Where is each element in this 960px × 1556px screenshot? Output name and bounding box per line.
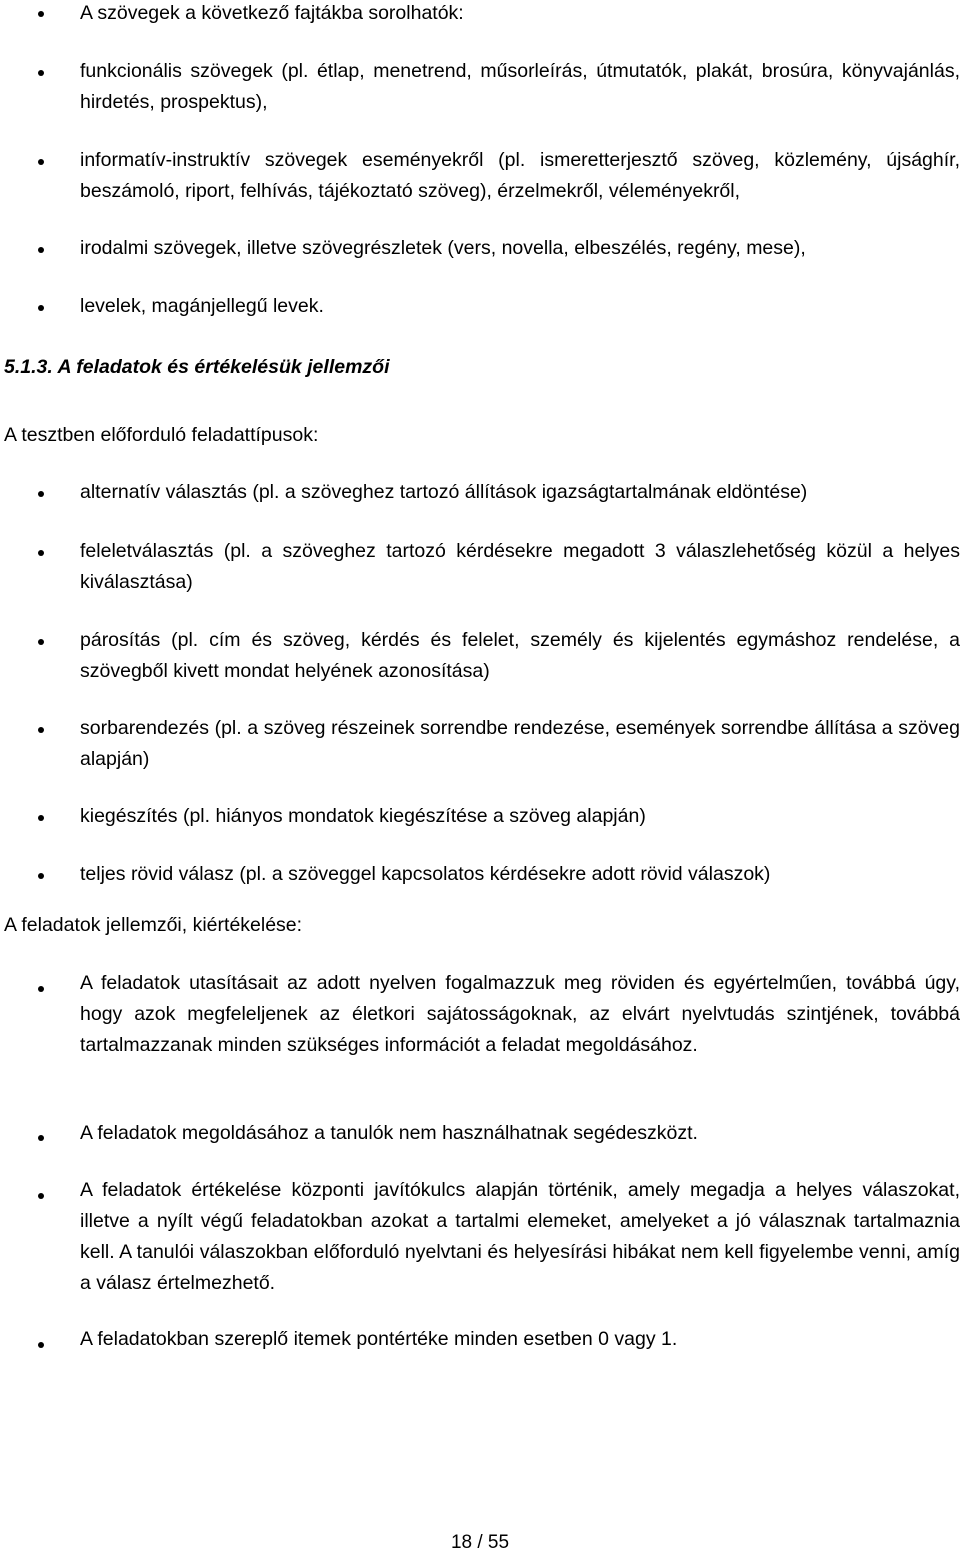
- list-item: kiegészítés (pl. hiányos mondatok kiegészítése a szöveg alapján): [80, 805, 646, 827]
- bullet-icon: [38, 11, 44, 17]
- section-heading: 5.1.3. A feladatok és értékelésük jellemzői: [4, 356, 390, 378]
- list-item: A feladatok utasításait az adott nyelven fogalmazzuk meg röviden és egyértelműen, továbbá úgy, hogy azok megfeleljenek az életkori sajátosságoknak, az elvárt nyelvtudás szintjének, továbbá tartalmazzanak minden szükséges információt a feladat megoldásához.: [80, 972, 960, 1056]
- bullet-icon: [38, 1342, 44, 1348]
- list-item: A feladatok értékelése központi javítókulcs alapján történik, amely megadja a helyes válaszokat, illetve a nyílt végű feladatokban azokat a tartalmi elemeket, amelyeket a jó válasznak tartalmaznia kell. A tanulói válaszokban előforduló nyelvtani és helyesírási hibákat nem kell figyelembe venni, amíg a válasz értelmezhető.: [80, 1179, 960, 1294]
- bullet-icon: [38, 639, 44, 645]
- bullet-icon: [38, 70, 44, 76]
- text-types-intro: A szövegek a következő fajtákba sorolhatók:: [80, 2, 464, 24]
- list-item: A feladatok megoldásához a tanulók nem használhatnak segédeszközt.: [80, 1122, 698, 1144]
- bullet-icon: [38, 727, 44, 733]
- bullet-icon: [38, 159, 44, 165]
- list-item: funkcionális szövegek (pl. étlap, menetrend, műsorleírás, útmutatók, plakát, brosúra, könyvajánlás, hirdetés, prospektus),: [80, 60, 960, 113]
- list-item: párosítás (pl. cím és szöveg, kérdés és felelet, személy és kijelentés egymáshoz rendelése, a szövegből kivett mondat helyének azonosítása): [80, 629, 960, 682]
- bullet-icon: [38, 247, 44, 253]
- bullet-icon: [38, 986, 44, 992]
- bullet-icon: [38, 550, 44, 556]
- task-types-intro: A tesztben előforduló feladattípusok:: [4, 424, 319, 446]
- evaluation-intro: A feladatok jellemzői, kiértékelése:: [4, 914, 303, 936]
- bullet-icon: [38, 1193, 44, 1199]
- bullet-icon: [38, 1135, 44, 1141]
- list-item: sorbarendezés (pl. a szöveg részeinek sorrendbe rendezése, események sorrendbe állítása a szöveg alapján): [80, 717, 960, 770]
- list-item: alternatív választás (pl. a szöveghez tartozó állítások igazságtartalmának eldöntése): [80, 481, 808, 503]
- bullet-icon: [38, 305, 44, 311]
- list-item: levelek, magánjellegű levek.: [80, 295, 324, 317]
- list-item: A feladatokban szereplő itemek pontértéke minden esetben 0 vagy 1.: [80, 1328, 678, 1350]
- page-number: 18 / 55: [450, 1532, 510, 1553]
- bullet-icon: [38, 815, 44, 821]
- bullet-icon: [38, 491, 44, 497]
- list-item: feleletválasztás (pl. a szöveghez tartozó kérdésekre megadott 3 válaszlehetőség közül a helyes kiválasztása): [80, 540, 960, 593]
- bullet-icon: [38, 873, 44, 879]
- list-item: irodalmi szövegek, illetve szövegrészletek (vers, novella, elbeszélés, regény, mese),: [80, 237, 806, 259]
- list-item: teljes rövid válasz (pl. a szöveggel kapcsolatos kérdésekre adott rövid válaszok): [80, 863, 771, 885]
- list-item: informatív-instruktív szövegek eseményekről (pl. ismeretterjesztő szöveg, közlemény, újsághír, beszámoló, riport, felhívás, tájékoztató szöveg), érzelmekről, véleményekről,: [80, 149, 960, 202]
